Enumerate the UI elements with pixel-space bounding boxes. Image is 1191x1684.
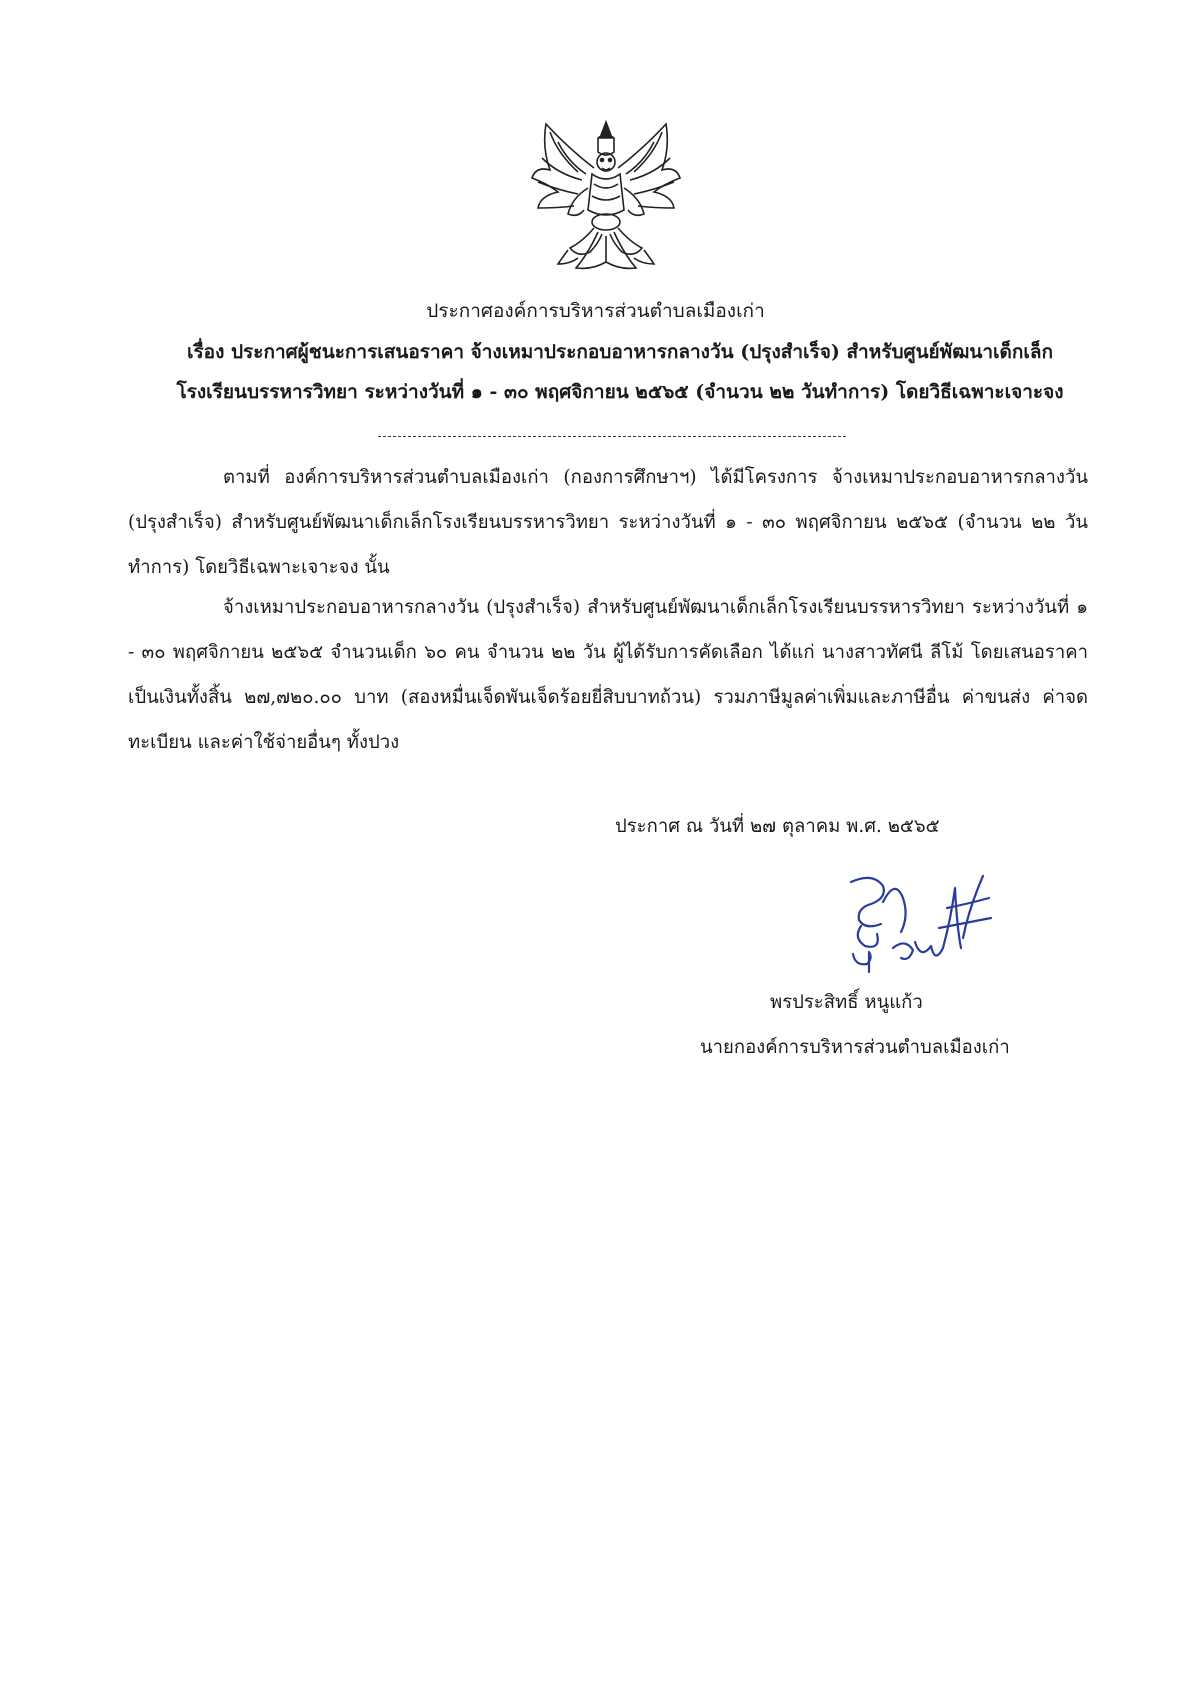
announcement-subject (150, 332, 1090, 412)
paragraph-award: จ้างเหมาประกอบอาหารกลางวัน (ปรุงสำเร็จ) สำหรับศูนย์พัฒนาเด็กเล็กโรงเรียนบรรหารวิทยา ระหว่างวันที่ ๑ - ๓๐ พฤศจิกายน ๒๕๖๕ จำนวนเด็ก ๖๐ คน จำนวน ๒๒ วัน ผู้ได้รับการคัดเลือก ได้แก่ นางสาวทัศนี ลีโม้ โดยเสนอราคา เป็นเงินทั้งสิ้น ๒๗,๗๒๐.๐๐ บาท (สองหมื่นเจ็ดพันเจ็ดร้อยยี่สิบบาทถ้วน) รวมภาษีมูลค่าเพิ่มและภาษีอื่น ค่าขนส่ง ค่าจดทะเบียน และค่าใช้จ่ายอื่นๆ ทั้งปวง (128, 597, 1088, 753)
announcement-title: ประกาศองค์การบริหารส่วนตำบลเมืองเก่า (426, 300, 765, 322)
subject-line-2: โรงเรียนบรรหารวิทยา ระหว่างวันที่ ๑ - ๓๐ พฤศจิกายน ๒๕๖๕ (จำนวน ๒๒ วันทำการ) โดยวิธีเฉพาะเจาะจง (176, 381, 1064, 403)
handwritten-signature-icon (843, 868, 993, 978)
signer-name: พรประสิทธิ์ หนูแก้ว (770, 992, 923, 1013)
subject-line-1: เรื่อง ประกาศผู้ชนะการเสนอราคา จ้างเหมาประกอบอาหารกลางวัน (ปรุงสำเร็จ) สำหรับศูนย์พัฒนาเด็กเล็ก (186, 341, 1054, 363)
dashed-divider (378, 436, 846, 437)
paragraph-background: ตามที่ องค์การบริหารส่วนตำบลเมืองเก่า (กองการศึกษาฯ) ได้มีโครงการ จ้างเหมาประกอบอาหารกลางวัน (ปรุงสำเร็จ) สำหรับศูนย์พัฒนาเด็กเล็กโรงเรียนบรรหารวิทยา ระหว่างวันที่ ๑ - ๓๐ พฤศจิกายน ๒๕๖๕ (จำนวน ๒๒ วันทำการ) โดยวิธีเฉพาะเจาะจง นั้น (128, 467, 1088, 578)
signer-position: นายกองค์การบริหารส่วนตำบลเมืองเก่า (700, 1037, 1010, 1058)
announcement-date: ประกาศ ณ วันที่ ๒๗ ตุลาคม พ.ศ. ๒๕๖๕ (615, 816, 940, 837)
garuda-emblem-icon (528, 118, 684, 276)
